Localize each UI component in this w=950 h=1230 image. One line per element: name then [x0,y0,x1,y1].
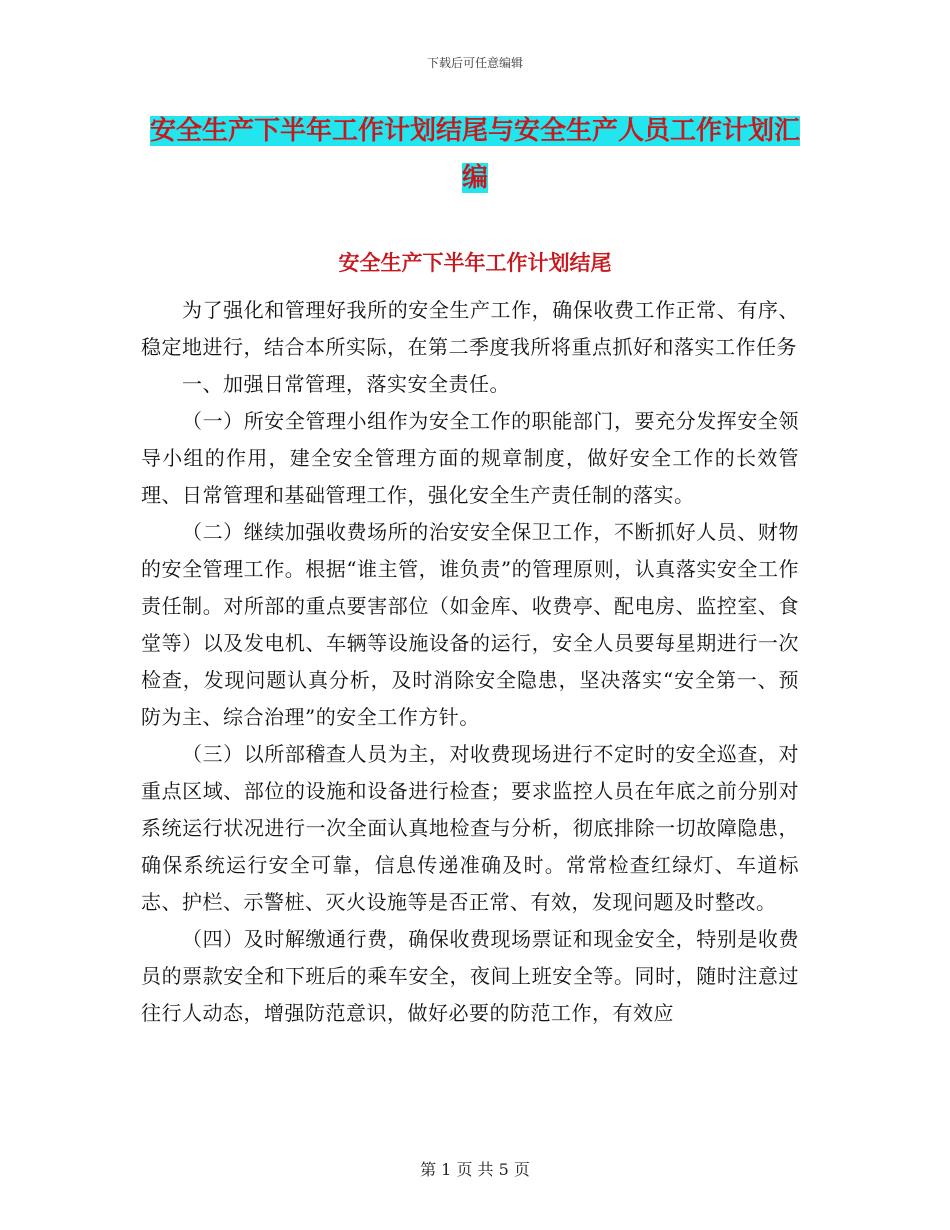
document-title [150,108,800,202]
page-number: 第 1 页 共 5 页 [420,1160,530,1179]
paragraph: （一）所安全管理小组作为安全工作的职能部门，要充分发挥安全领导小组的作用，建全安全管理方面的规章制度，做好安全工作的长效管理、日常管理和基础管理工作，强化安全生产责任制的落实。 [141,409,799,507]
document-title-text: 安全生产下半年工作计划结尾与安全生产人员工作计划汇编 [150,116,801,193]
paragraph: （二）继续加强收费场所的治安安全保卫工作，不断抓好人员、财物的安全管理工作。根据“谁主管，谁负责”的管理原则，认真落实安全工作责任制。对所部的重点要害部位（如金库、收费亭、配电房、监控室、食堂等）以及发电机、车辆等设施设备的运行，安全人员要每星期进行一次检查，发现问题认真分析，及时消除安全隐患，坚决落实“安全第一、预防为主、综合治理”的安全工作方针。 [141,520,799,729]
paragraph: 为了强化和管理好我所的安全生产工作，确保收费工作正常、有序、稳定地进行，结合本所实际，在第二季度我所将重点抓好和落实工作任务 [141,298,799,359]
paragraph: （四）及时解缴通行费，确保收费现场票证和现金安全，特别是收费员的票款安全和下班后的乘车安全，夜间上班安全等。同时，随时注意过往行人动态，增强防范意识，做好必要的防范工作，有效应 [141,927,799,1025]
paragraph: （三）以所部稽查人员为主，对收费现场进行不定时的安全巡查，对重点区域、部位的设施和设备进行检查；要求监控人员在年底之前分别对系统运行状况进行一次全面认真地检查与分析，彻底排除一切故障隐患，确保系统运行安全可靠，信息传递准确及时。常常检查红绿灯、车道标志、护栏、示警桩、灭火设施等是否正常、有效，发现问题及时整改。 [141,742,799,914]
paragraph: 一、加强日常管理，落实安全责任。 [182,372,510,396]
header-note: 下载后可任意编辑 [426,56,523,70]
body-text [141,292,799,1032]
section-title: 安全生产下半年工作计划结尾 [338,251,612,275]
